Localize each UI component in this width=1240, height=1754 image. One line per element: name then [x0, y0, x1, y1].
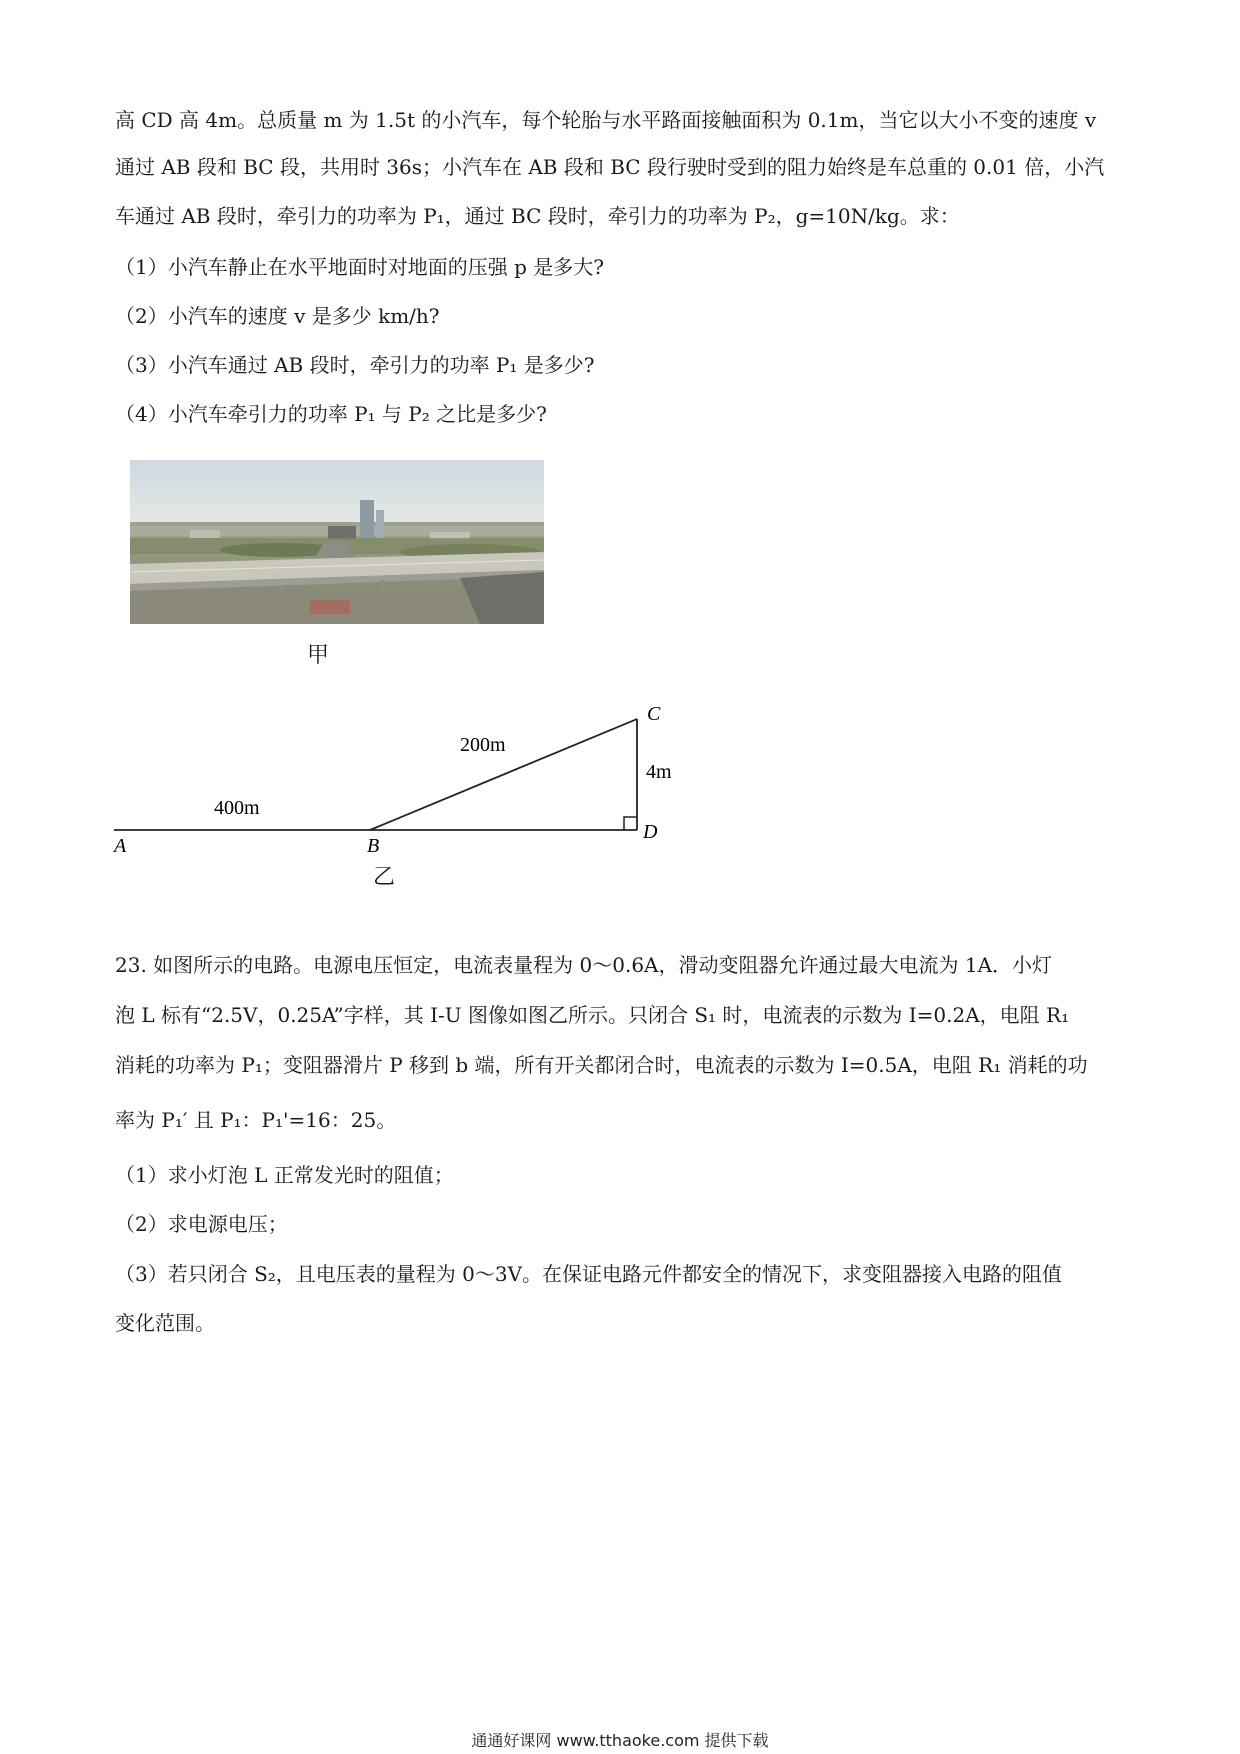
q23-subquestion-3: （3）若只闭合 S₂，且电压表的量程为 0～3V。在保证电路元件都安全的情况下，求变阻器接入电路的阻值 [115, 1262, 1063, 1286]
q22-text-line-3: 车通过 AB 段时，牵引力的功率为 P₁，通过 BC 段时，牵引力的功率为 P₂，g=10N/kg。求： [115, 204, 960, 228]
q23-subquestion-2: （2）求电源电压； [115, 1212, 288, 1236]
point-a-label: A [114, 835, 127, 857]
right-angle-mark [624, 817, 637, 830]
footer-source: 通通好课网 www.tthaoke.com 提供下载 [471, 1731, 769, 1750]
q22-text-line-2: 通过 AB 段和 BC 段，共用时 36s；小汽车在 AB 段和 BC 段行驶时受到的阻力始终是车总重的 0.01 倍，小汽 [115, 155, 1105, 179]
q22-subquestion-2: （2）小汽车的速度 v 是多少 km/h? [115, 304, 440, 328]
point-b-label: B [367, 835, 380, 857]
q23-text-line-1: 23. 如图所示的电路。电源电压恒定，电流表量程为 0～0.6A，滑动变阻器允许通过最大电流为 1A．小灯 [115, 953, 1053, 977]
road-profile-diagram [100, 690, 700, 860]
q23-subquestion-1: （1）求小灯泡 L 正常发光时的阻值； [115, 1163, 454, 1187]
figure-yi-caption: 乙 [373, 865, 396, 890]
q23-subquestion-3-cont: 变化范围。 [115, 1311, 215, 1335]
q23-text-line-3: 消耗的功率为 P₁；变阻器滑片 P 移到 b 端，所有开关都闭合时，电流表的示数为 I=0.5A，电阻 R₁ 消耗的功 [115, 1053, 1088, 1077]
bc-length-label: 200m [460, 734, 506, 756]
q22-subquestion-3: （3）小汽车通过 AB 段时，牵引力的功率 P₁ 是多少? [115, 353, 595, 377]
figure-jia-caption: 甲 [307, 643, 330, 668]
cd-height-label: 4m [646, 761, 672, 783]
q22-subquestion-4: （4）小汽车牵引力的功率 P₁ 与 P₂ 之比是多少? [115, 402, 547, 426]
q22-text-line-1: 高 CD 高 4m。总质量 m 为 1.5t 的小汽车，每个轮胎与水平路面接触面积为 0.1m，当它以大小不变的速度 v [115, 108, 1097, 132]
q23-text-line-4: 率为 P₁′ 且 P₁：P₁'=16：25。 [115, 1108, 397, 1132]
q23-text-line-2: 泡 L 标有“2.5V，0.25A”字样，其 I-U 图像如图乙所示。只闭合 S₁ 时，电流表的示数为 I=0.2A，电阻 R₁ [115, 1003, 1070, 1027]
overpass-photo [130, 460, 544, 624]
point-d-label: D [643, 821, 658, 843]
ab-length-label: 400m [214, 797, 260, 819]
point-c-label: C [647, 703, 661, 725]
q22-subquestion-1: （1）小汽车静止在水平地面时对地面的压强 p 是多大? [115, 255, 604, 279]
